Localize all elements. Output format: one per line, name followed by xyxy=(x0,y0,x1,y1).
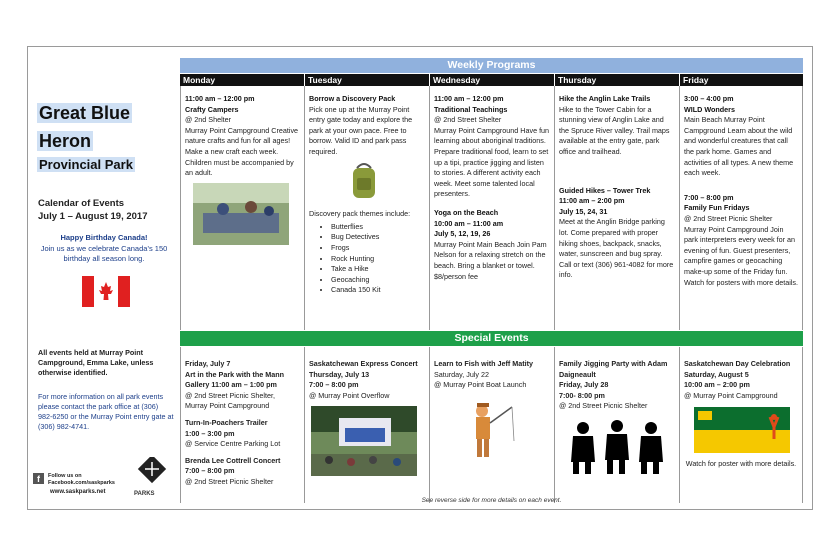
website-link[interactable]: www.saskparks.net xyxy=(50,489,106,495)
parks-logo-text: PARKS xyxy=(134,491,155,497)
special-event-5: Saskatchewan Day Celebration Saturday, August 5 10:00 am – 2:00 pm @ Murray Point Campground Watch for poster with more details. xyxy=(680,347,803,503)
location-note: All events held at Murray Point Campground, Emma Lake, unless otherwise identified. xyxy=(38,348,154,377)
list-item: • Canada 150 Kit xyxy=(331,285,425,296)
list-item: • Butterflies xyxy=(331,222,425,233)
left-panel xyxy=(28,47,176,509)
day-header-thursday: Thursday xyxy=(555,74,679,86)
tuesday-column: Borrow a Discovery Pack Pick one up at the Murray Point entry gate today and explore the park at your own pace. Free to borrow. Valid ID and park pass required. Discovery pack themes include: • Butterflies • Bug Detectives • Frogs • Rock Hunting • Take a Hike • Geocaching • Canada 150 Kit xyxy=(305,86,430,330)
facebook-icon: f xyxy=(33,473,44,484)
fiddlers-silhouette-icon xyxy=(565,418,669,476)
discovery-themes-list xyxy=(309,222,425,296)
events-calendar-sheet xyxy=(27,46,813,510)
list-item: • Frogs xyxy=(331,243,425,254)
day-header-wednesday: Wednesday xyxy=(430,74,554,86)
park-name-line2: Heron xyxy=(39,131,92,151)
day-header-tuesday: Tuesday xyxy=(305,74,429,86)
friday-column: 3:00 – 4:00 pm WILD Wonders Main Beach Murray Point Campground Learn about the wild and wonderful creatures that call the park home. Games and activities of all types. A new theme each week. 7:00 – 8:00 pm Family Fun Fridays @ 2nd Street Picnic Shelter Murray Point Campground Join park interpreters every week for an evening of fun. Guest presenters, campfire games or geocaching make-up some of the Friday fun. Watch for posters with more details. xyxy=(680,86,803,330)
facebook-block[interactable]: f Follow us on Facebook.com/saskparks xyxy=(33,473,115,487)
footer-note: See reverse side for more details on each event. xyxy=(421,497,562,504)
monday-column: 11:00 am – 12:00 pm Crafty Campers @ 2nd Shelter Murray Point Campground Creative nature crafts and fun for all ages! Make a new craft each week. Children must be accompanied by an adult. xyxy=(180,86,305,330)
wednesday-column: 11:00 am – 12:00 pm Traditional Teachings @ 2nd Street Shelter Murray Point Campground Have fun learning about aboriginal traditions. Prepare traditional food, learn to set up a tipi, practice jigging and listen to stories. A different activity each week. Meet some talented local presenters. Yoga on the Beach 10:00 am – 11:00 am July 5, 12, 19, 26 Murray Point Main Beach Join Pam Nelson for a relaxing stretch on the beach. Bring a blanket or towel. $8/person fee xyxy=(430,86,555,330)
park-name-line1: Great Blue xyxy=(39,103,131,123)
thursday-column: Hike the Anglin Lake Trails Hike to the Tower Cabin for a stunning view of Anglin Lake and the Spruce River valley. Trail maps available at the entry gate, park office and trailhead. Guided Hikes – Tower Trek 11:00 am – 2:00 pm July 15, 24, 31 Meet at the Anglin Bridge parking lot. Come prepared with proper hiking shoes, backpack, snacks, water, sunscreen and bug spray. Call or text (306) 961-4082 for more info. xyxy=(555,86,680,330)
special-event-2: Saskatchewan Express Concert Thursday, July 13 7:00 – 8:00 pm @ Murray Point Overflow xyxy=(305,347,430,503)
list-item: • Take a Hike xyxy=(331,264,425,275)
concert-photo xyxy=(311,406,417,476)
fisherman-icon xyxy=(468,401,518,459)
calendar-title: Calendar of Events July 1 – August 19, 2017 xyxy=(38,198,148,222)
saskatchewan-flag-icon xyxy=(694,407,790,453)
crafty-campers-photo xyxy=(193,183,289,245)
list-item: • Geocaching xyxy=(331,275,425,286)
special-event-1: Friday, July 7 Art in the Park with the Mann Gallery 11:00 am – 1:00 pm @ 2nd Street Picnic Shelter, Murray Point Campground Turn-In-Poachers Trailer 1:00 – 3:00 pm @ Service Centre Parking Lot Brenda Lee Cottrell Concert 7:00 – 8:00 pm @ 2nd Street Picnic Shelter xyxy=(180,347,305,503)
contact-info: For more information on all park events please contact the park office at (306) 982-6250 or the Murray Point entry gate at (306) 982-4741. xyxy=(38,392,174,431)
list-item: • Bug Detectives xyxy=(331,232,425,243)
special-events-banner: Special Events xyxy=(180,331,803,346)
canada-flag-icon xyxy=(82,276,130,307)
weekly-programs-banner: Weekly Programs xyxy=(180,58,803,73)
park-name-line3: Provincial Park xyxy=(39,157,133,172)
list-item: • Rock Hunting xyxy=(331,254,425,265)
birthday-message: Happy Birthday Canada! Join us as we celebrate Canada’s 150 birthday all season long. xyxy=(40,233,168,263)
day-header-friday: Friday xyxy=(680,74,803,86)
backpack-icon xyxy=(347,162,383,200)
special-event-4: Family Jigging Party with Adam Daigneault Friday, July 28 7:00- 8:00 pm @ 2nd Street Picnic Shelter xyxy=(555,347,680,503)
day-header-monday: Monday xyxy=(180,74,304,86)
special-event-3: Learn to Fish with Jeff Matity Saturday, July 22 @ Murray Point Boat Launch xyxy=(430,347,555,503)
